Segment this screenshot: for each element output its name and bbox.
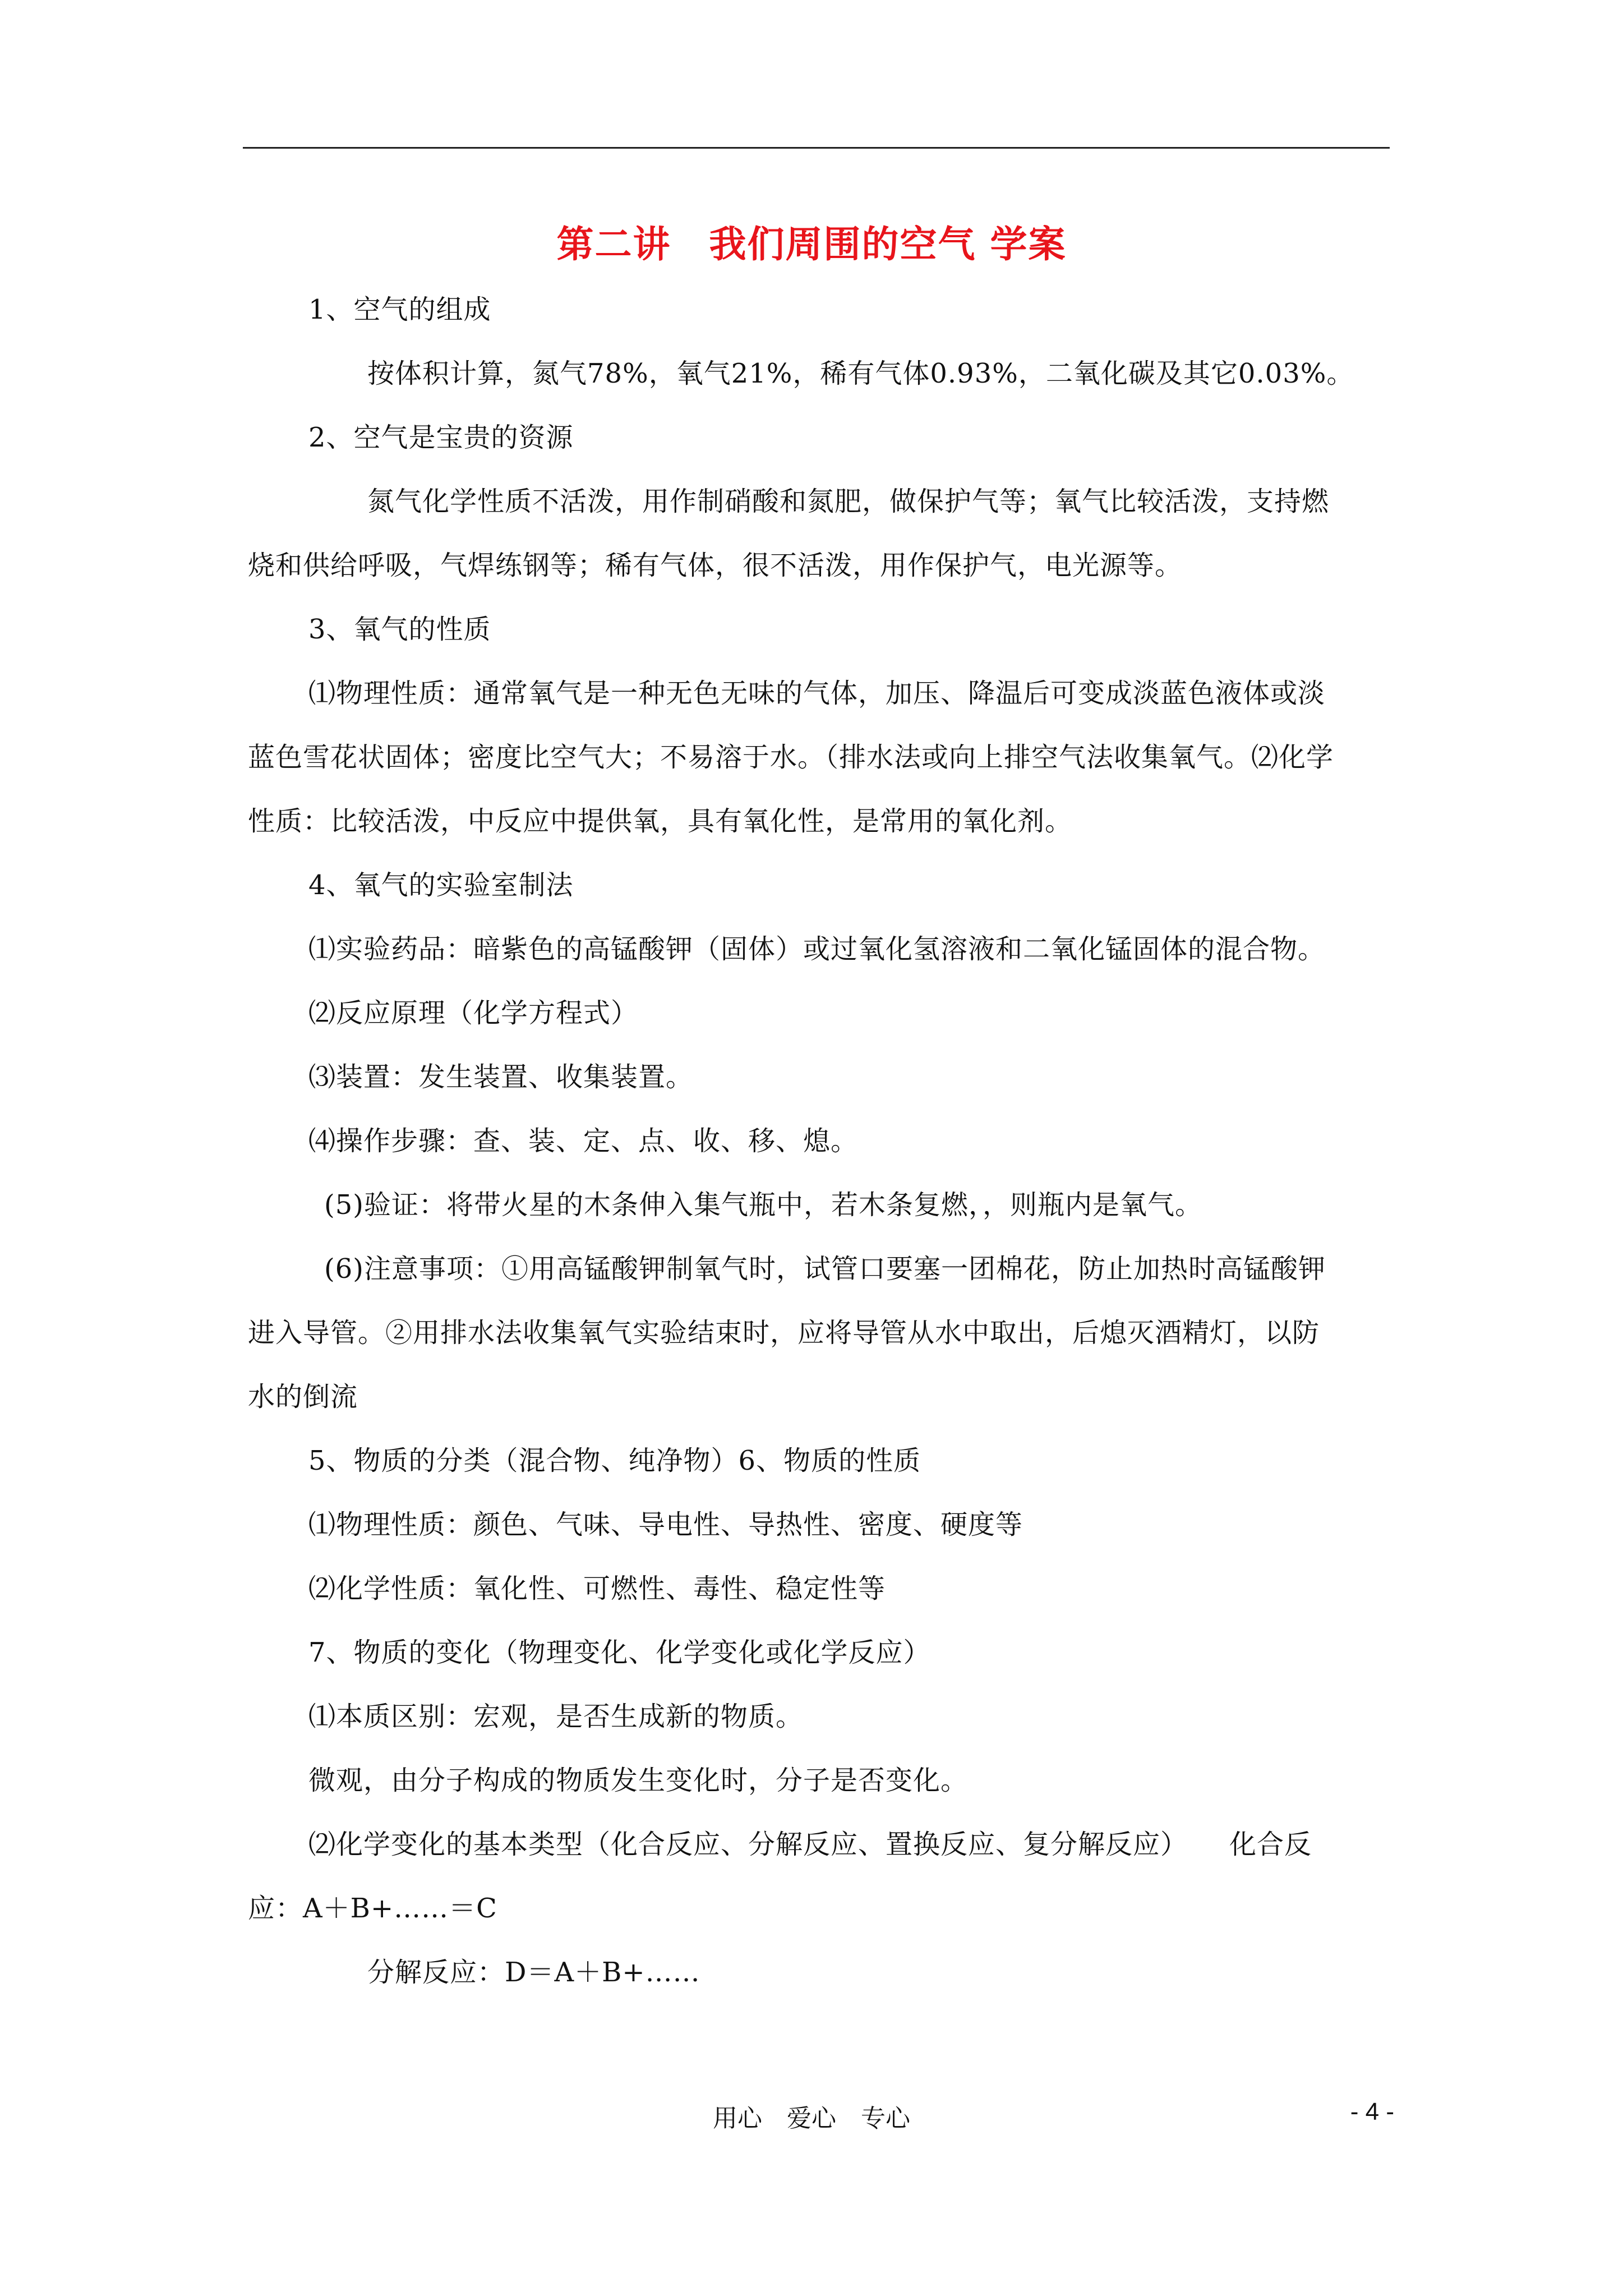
paragraph: ⑵化学性质：氧化性、可燃性、毒性、稳定性等 <box>308 1573 886 1604</box>
paragraph: 2、空气是宝贵的资源 <box>308 422 574 453</box>
paragraph: 5、物质的分类（混合物、纯净物）6、物质的性质 <box>308 1445 921 1476</box>
paragraph: 4、氧气的实验室制法 <box>308 869 574 901</box>
paragraph: ⑴实验药品：暗紫色的高锰酸钾（固体）或过氧化氢溶液和二氧化锰固体的混合物。 <box>308 933 1326 965</box>
paragraph: ⑴物理性质：颜色、气味、导电性、导热性、密度、硬度等 <box>308 1509 1023 1540</box>
paragraph: 微观，由分子构成的物质发生变化时，分子是否变化。 <box>308 1765 969 1796</box>
paragraph: (5)验证：将带火星的木条伸入集气瓶中，若木条复燃，，则瓶内是氧气。 <box>324 1189 1202 1221</box>
paragraph: 烧和供给呼吸，气焊练钢等；稀有气体，很不活泼，用作保护气，电光源等。 <box>248 550 1183 581</box>
paragraph: 进入导管。②用排水法收集氧气实验结束时，应将导管从水中取出，后熄灭酒精灯，以防 <box>248 1317 1320 1349</box>
paragraph: ⑵化学变化的基本类型（化合反应、分解反应、置换反应、复分解反应） 化合反 <box>308 1829 1312 1860</box>
paragraph: 按体积计算，氮气78%，氧气21%，稀有气体0.93%，二氧化碳及其它0.03%。 <box>367 358 1354 389</box>
paragraph: 应：A＋B+……＝C <box>248 1893 497 1924</box>
header-rule <box>243 147 1390 149</box>
page-number: - 4 - <box>1350 2098 1394 2125</box>
paragraph: ⑷操作步骤：查、装、定、点、收、移、熄。 <box>308 1125 859 1157</box>
paragraph: 分解反应：D＝A＋B+…… <box>367 1957 700 1988</box>
paragraph: 蓝色雪花状固体；密度比空气大；不易溶于水。（排水法或向上排空气法收集氧气。⑵化学 <box>248 742 1334 773</box>
paragraph: ⑴本质区别：宏观，是否生成新的物质。 <box>308 1701 804 1732</box>
paragraph: 性质：比较活泼，中反应中提供氧，具有氧化性，是常用的氧化剂。 <box>248 806 1073 837</box>
paragraph: 水的倒流 <box>248 1381 358 1412</box>
paragraph: 氮气化学性质不活泼，用作制硝酸和氮肥，做保护气等；氧气比较活泼，支持燃 <box>367 486 1330 517</box>
paragraph: 1、空气的组成 <box>308 294 491 325</box>
paragraph: 3、氧气的性质 <box>308 614 491 645</box>
paragraph: 7、物质的变化（物理变化、化学变化或化学反应） <box>308 1637 931 1668</box>
paragraph: (6)注意事项：①用高锰酸钾制氧气时，试管口要塞一团棉花，防止加热时高锰酸钾 <box>324 1253 1326 1285</box>
footer-motto: 用心 爱心 专心 <box>713 2104 910 2133</box>
paragraph: ⑶装置：发生装置、收集装置。 <box>308 1061 694 1093</box>
paragraph: ⑴物理性质：通常氧气是一种无色无味的气体，加压、降温后可变成淡蓝色液体或淡 <box>308 678 1326 709</box>
paragraph: ⑵反应原理（化学方程式） <box>308 997 639 1029</box>
document-title: 第二讲 我们周围的空气 学案 <box>556 222 1067 266</box>
